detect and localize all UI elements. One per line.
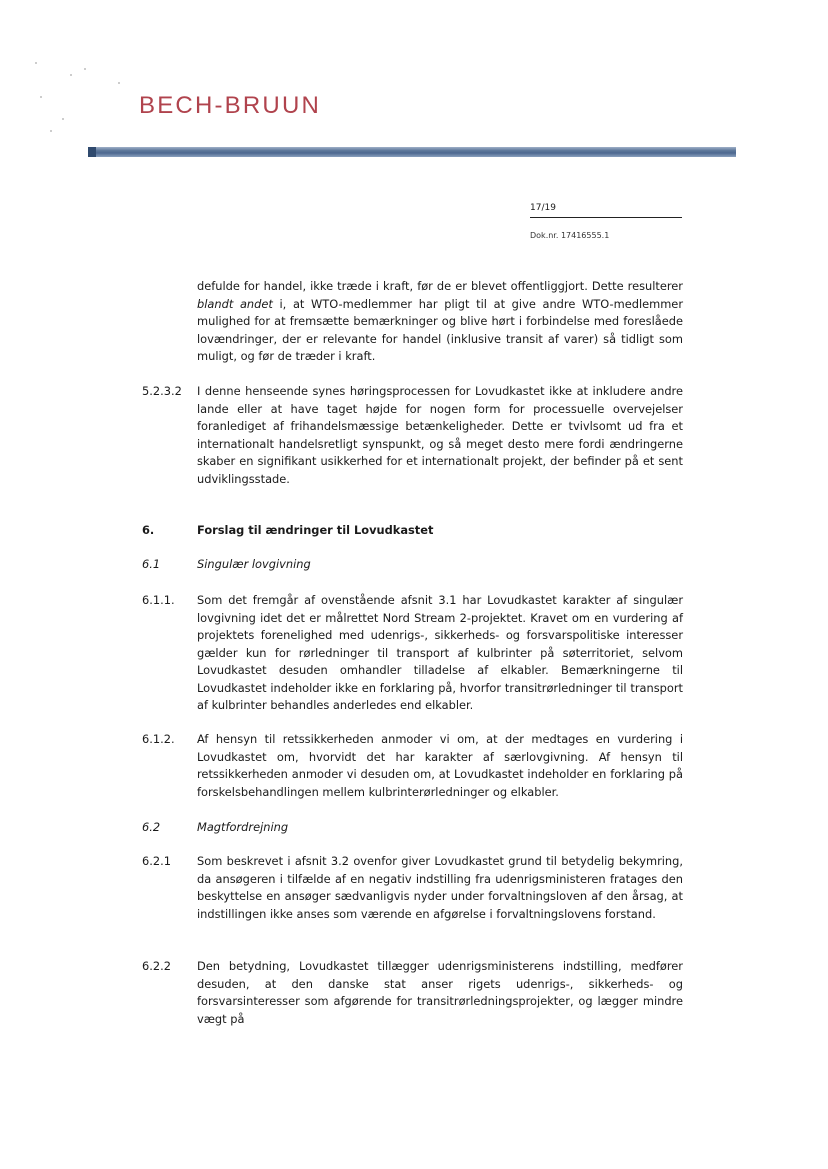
company-logo: BECH-BRUUN <box>139 92 322 119</box>
scan-speck <box>35 62 37 64</box>
section-6-1-heading <box>142 556 683 574</box>
scan-speck <box>40 96 42 98</box>
section-number: 6.2 <box>142 820 161 834</box>
section-number: 6.2.2 <box>142 959 171 973</box>
section-text: Som det fremgår af ovenstående afsnit 3.1 har Lovudkastet karakter af singulær lovgivning idet det er målrettet Nord Stream 2-projektet. Kravet om en vurdering af projektets forenelighed med udenrigs-, sikkerheds- og forsvarspolitiske interesser gælder kun for rørledninger til transport af kulbrinter på søterritoriet, selvom Lovudkastet desuden omhandler tilladelse af elkabler. Bemærkningerne til Lovudkastet indeholder ikke en forklaring på, hvorfor transitrørledninger til transport af kulbrinter behandles anderledes end elkabler. <box>197 593 683 712</box>
scan-speck <box>84 68 86 70</box>
section-6-2-2 <box>142 958 683 1028</box>
section-text: Af hensyn til retssikkerheden anmoder vi om, at der medtages en vurdering i Lovudkastet om, hvorvidt det har karakter af særlovgivning. Af hensyn til retssikkerheden anmoder vi desuden om, at Lovudkastet indeholder en forklaring på forskelsbehandlingen mellem kulbrinterørledninger og elkabler. <box>197 732 683 799</box>
page-number: 17/19 <box>530 203 682 218</box>
section-heading: Singulær lovgivning <box>197 557 311 571</box>
section-number: 5.2.3.2 <box>142 384 182 398</box>
scan-speck <box>50 130 52 132</box>
section-6-2-1 <box>142 853 683 923</box>
section-heading: Magtfordrejning <box>197 820 289 834</box>
intro-paragraph <box>197 278 683 366</box>
section-heading: Forslag til ændringer til Lovudkastet <box>197 523 434 537</box>
intro-text-start: defulde for handel, ikke træde i kraft, før de er blevet offentliggjort. Dette resulterer <box>197 279 683 293</box>
section-6-heading <box>142 522 683 540</box>
section-number: 6.1.2. <box>142 732 175 746</box>
section-6-2-heading <box>142 819 683 837</box>
section-text: Den betydning, Lovudkastet tillægger udenrigsministerens indstilling, medfører desuden, at den danske stat anser rigets udenrigs-, sikkerheds- og forsvarsinteresser som afgørende for transitrørledningsprojekter, og lægger mindre vægt på <box>197 959 683 1026</box>
scan-speck <box>62 118 64 120</box>
header-rule <box>88 147 736 157</box>
scan-speck <box>70 74 72 76</box>
section-6-1-2 <box>142 731 683 801</box>
section-5-2-3-2 <box>142 383 683 488</box>
scan-speck <box>118 82 120 84</box>
intro-text-end: i, at WTO-medlemmer har pligt til at give andre WTO-medlemmer mulighed for at fremsætte bemærkninger og blive hørt i forbindelse med foreslåede lovændringer, der er relevante for handel (inklusive transit af varer) så tidligt som muligt, og før de træder i kraft. <box>197 296 683 363</box>
intro-text-italic: blandt andet <box>197 296 273 311</box>
section-number: 6.1 <box>142 557 161 571</box>
document-number: Dok.nr. 17416555.1 <box>530 231 610 240</box>
section-6-1-1 <box>142 592 683 715</box>
section-number: 6. <box>142 523 155 537</box>
section-number: 6.2.1 <box>142 854 171 868</box>
section-text: I denne henseende synes høringsprocessen for Lovudkastet ikke at inkludere andre lande eller at have taget højde for nogen form for processuelle overvejelser foranlediget af frihandelsmæssige betænkeligheder. Dette er tvivlsomt ud fra et internationalt handelsretligt synspunkt, og så meget desto mere fordi ændringerne skaber en signifikant usikkerhed for et internationalt projekt, der befinder på et sent udviklingsstade. <box>197 384 683 486</box>
section-text: Som beskrevet i afsnit 3.2 ovenfor giver Lovudkastet grund til betydelig bekymring, da ansøgeren i tilfælde af en negativ indstilling fra udenrigsministeren fratages den beskyttelse en ansøger sædvanligvis nyder under forvaltningsloven af den årsag, at indstillingen ikke anses som værende en afgørelse i forvaltningslovens forstand. <box>197 854 683 921</box>
section-number: 6.1.1. <box>142 593 175 607</box>
